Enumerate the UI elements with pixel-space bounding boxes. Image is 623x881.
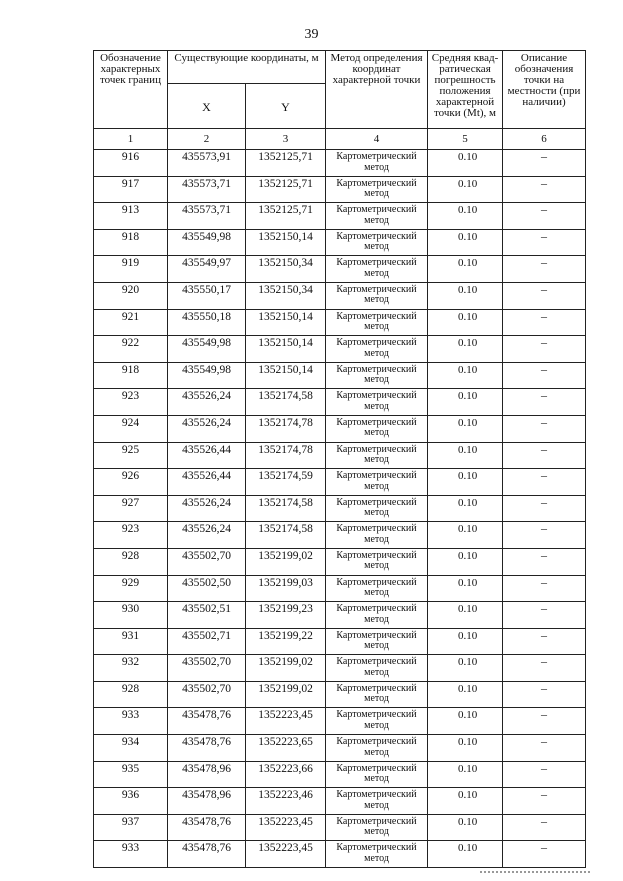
y-coordinate-cell: 1352223,45 bbox=[246, 708, 326, 735]
point-cell: 932 bbox=[94, 655, 168, 682]
accuracy-cell: 0.10 bbox=[428, 735, 503, 762]
table-row bbox=[94, 336, 586, 363]
description-cell: – bbox=[503, 575, 586, 602]
column-number: 4 bbox=[326, 129, 428, 150]
x-coordinate-cell: 435502,70 bbox=[168, 548, 246, 575]
point-cell: 930 bbox=[94, 602, 168, 629]
x-coordinate-cell: 435478,76 bbox=[168, 708, 246, 735]
description-cell: – bbox=[503, 602, 586, 629]
accuracy-cell: 0.10 bbox=[428, 602, 503, 629]
y-coordinate-cell: 1352199,23 bbox=[246, 602, 326, 629]
y-coordinate-cell: 1352125,71 bbox=[246, 176, 326, 203]
header-row bbox=[94, 51, 586, 84]
x-coordinate-cell: 435526,44 bbox=[168, 469, 246, 496]
table-row bbox=[94, 708, 586, 735]
accuracy-cell: 0.10 bbox=[428, 495, 503, 522]
column-number: 5 bbox=[428, 129, 503, 150]
point-cell: 924 bbox=[94, 415, 168, 442]
point-cell: 934 bbox=[94, 735, 168, 762]
table-row bbox=[94, 176, 586, 203]
point-cell: 920 bbox=[94, 282, 168, 309]
x-coordinate-cell: 435573,71 bbox=[168, 203, 246, 230]
y-coordinate-cell: 1352199,02 bbox=[246, 548, 326, 575]
method-cell: Картометрический метод bbox=[326, 150, 428, 177]
description-cell: – bbox=[503, 548, 586, 575]
table-row bbox=[94, 469, 586, 496]
description-cell: – bbox=[503, 176, 586, 203]
header-description: Описание обозначения точки на местности (при наличии) bbox=[503, 51, 586, 129]
description-cell: – bbox=[503, 150, 586, 177]
y-coordinate-cell: 1352223,46 bbox=[246, 788, 326, 815]
accuracy-cell: 0.10 bbox=[428, 176, 503, 203]
description-cell: – bbox=[503, 841, 586, 868]
accuracy-cell: 0.10 bbox=[428, 655, 503, 682]
table-row bbox=[94, 628, 586, 655]
method-cell: Картометрический метод bbox=[326, 389, 428, 416]
description-cell: – bbox=[503, 761, 586, 788]
point-cell: 929 bbox=[94, 575, 168, 602]
accuracy-cell: 0.10 bbox=[428, 522, 503, 549]
point-cell: 933 bbox=[94, 841, 168, 868]
y-coordinate-cell: 1352199,03 bbox=[246, 575, 326, 602]
method-cell: Картометрический метод bbox=[326, 575, 428, 602]
y-coordinate-cell: 1352174,59 bbox=[246, 469, 326, 496]
x-coordinate-cell: 435502,70 bbox=[168, 681, 246, 708]
x-coordinate-cell: 435549,98 bbox=[168, 362, 246, 389]
table-body bbox=[94, 150, 586, 868]
column-number: 2 bbox=[168, 129, 246, 150]
x-coordinate-cell: 435549,98 bbox=[168, 336, 246, 363]
accuracy-cell: 0.10 bbox=[428, 150, 503, 177]
column-number: 6 bbox=[503, 129, 586, 150]
description-cell: – bbox=[503, 442, 586, 469]
description-cell: – bbox=[503, 495, 586, 522]
table-row bbox=[94, 362, 586, 389]
description-cell: – bbox=[503, 203, 586, 230]
method-cell: Картометрический метод bbox=[326, 442, 428, 469]
method-cell: Картометрический метод bbox=[326, 282, 428, 309]
x-coordinate-cell: 435573,91 bbox=[168, 150, 246, 177]
point-cell: 918 bbox=[94, 362, 168, 389]
y-coordinate-cell: 1352174,58 bbox=[246, 495, 326, 522]
table-row bbox=[94, 415, 586, 442]
description-cell: – bbox=[503, 708, 586, 735]
method-cell: Картометрический метод bbox=[326, 495, 428, 522]
accuracy-cell: 0.10 bbox=[428, 309, 503, 336]
point-cell: 928 bbox=[94, 548, 168, 575]
x-coordinate-cell: 435502,70 bbox=[168, 655, 246, 682]
method-cell: Картометрический метод bbox=[326, 203, 428, 230]
coordinates-table bbox=[93, 50, 586, 868]
method-cell: Картометрический метод bbox=[326, 628, 428, 655]
method-cell: Картометрический метод bbox=[326, 309, 428, 336]
column-number: 3 bbox=[246, 129, 326, 150]
description-cell: – bbox=[503, 655, 586, 682]
x-coordinate-cell: 435526,44 bbox=[168, 442, 246, 469]
y-coordinate-cell: 1352125,71 bbox=[246, 150, 326, 177]
table-row bbox=[94, 309, 586, 336]
point-cell: 931 bbox=[94, 628, 168, 655]
x-coordinate-cell: 435478,76 bbox=[168, 814, 246, 841]
y-coordinate-cell: 1352199,02 bbox=[246, 681, 326, 708]
x-coordinate-cell: 435526,24 bbox=[168, 389, 246, 416]
accuracy-cell: 0.10 bbox=[428, 389, 503, 416]
table-row bbox=[94, 788, 586, 815]
method-cell: Картометрический метод bbox=[326, 681, 428, 708]
accuracy-cell: 0.10 bbox=[428, 442, 503, 469]
y-coordinate-cell: 1352174,78 bbox=[246, 415, 326, 442]
point-cell: 922 bbox=[94, 336, 168, 363]
y-coordinate-cell: 1352150,14 bbox=[246, 362, 326, 389]
description-cell: – bbox=[503, 469, 586, 496]
accuracy-cell: 0.10 bbox=[428, 788, 503, 815]
y-coordinate-cell: 1352174,58 bbox=[246, 522, 326, 549]
x-coordinate-cell: 435573,71 bbox=[168, 176, 246, 203]
point-cell: 935 bbox=[94, 761, 168, 788]
table-row bbox=[94, 761, 586, 788]
point-cell: 923 bbox=[94, 389, 168, 416]
accuracy-cell: 0.10 bbox=[428, 282, 503, 309]
y-coordinate-cell: 1352150,14 bbox=[246, 309, 326, 336]
description-cell: – bbox=[503, 814, 586, 841]
accuracy-cell: 0.10 bbox=[428, 256, 503, 283]
y-coordinate-cell: 1352150,34 bbox=[246, 256, 326, 283]
point-cell: 925 bbox=[94, 442, 168, 469]
header-coords: Существующие координаты, м bbox=[168, 51, 326, 84]
method-cell: Картометрический метод bbox=[326, 841, 428, 868]
accuracy-cell: 0.10 bbox=[428, 575, 503, 602]
header-y: Y bbox=[246, 84, 326, 129]
table-row bbox=[94, 681, 586, 708]
x-coordinate-cell: 435526,24 bbox=[168, 522, 246, 549]
y-coordinate-cell: 1352150,14 bbox=[246, 229, 326, 256]
description-cell: – bbox=[503, 415, 586, 442]
table-row bbox=[94, 282, 586, 309]
table-row bbox=[94, 655, 586, 682]
method-cell: Картометрический метод bbox=[326, 469, 428, 496]
point-cell: 928 bbox=[94, 681, 168, 708]
table-row bbox=[94, 814, 586, 841]
y-coordinate-cell: 1352125,71 bbox=[246, 203, 326, 230]
method-cell: Картометрический метод bbox=[326, 602, 428, 629]
y-coordinate-cell: 1352199,02 bbox=[246, 655, 326, 682]
description-cell: – bbox=[503, 681, 586, 708]
method-cell: Картометрический метод bbox=[326, 522, 428, 549]
accuracy-cell: 0.10 bbox=[428, 841, 503, 868]
accuracy-cell: 0.10 bbox=[428, 362, 503, 389]
method-cell: Картометрический метод bbox=[326, 256, 428, 283]
description-cell: – bbox=[503, 522, 586, 549]
x-coordinate-cell: 435502,51 bbox=[168, 602, 246, 629]
accuracy-cell: 0.10 bbox=[428, 229, 503, 256]
header-accuracy: Средняя квад-ратическая погрешность положения характерной точки (Mt), м bbox=[428, 51, 503, 129]
point-cell: 937 bbox=[94, 814, 168, 841]
point-cell: 927 bbox=[94, 495, 168, 522]
description-cell: – bbox=[503, 628, 586, 655]
accuracy-cell: 0.10 bbox=[428, 415, 503, 442]
table-row bbox=[94, 442, 586, 469]
y-coordinate-cell: 1352174,58 bbox=[246, 389, 326, 416]
method-cell: Картометрический метод bbox=[326, 735, 428, 762]
method-cell: Картометрический метод bbox=[326, 415, 428, 442]
point-cell: 933 bbox=[94, 708, 168, 735]
point-cell: 919 bbox=[94, 256, 168, 283]
table-row bbox=[94, 522, 586, 549]
x-coordinate-cell: 435478,76 bbox=[168, 841, 246, 868]
point-cell: 921 bbox=[94, 309, 168, 336]
method-cell: Картометрический метод bbox=[326, 788, 428, 815]
accuracy-cell: 0.10 bbox=[428, 548, 503, 575]
description-cell: – bbox=[503, 788, 586, 815]
x-coordinate-cell: 435550,17 bbox=[168, 282, 246, 309]
table-row bbox=[94, 841, 586, 868]
accuracy-cell: 0.10 bbox=[428, 203, 503, 230]
accuracy-cell: 0.10 bbox=[428, 681, 503, 708]
table-row bbox=[94, 495, 586, 522]
method-cell: Картометрический метод bbox=[326, 548, 428, 575]
point-cell: 916 bbox=[94, 150, 168, 177]
y-coordinate-cell: 1352223,66 bbox=[246, 761, 326, 788]
table-row bbox=[94, 575, 586, 602]
description-cell: – bbox=[503, 735, 586, 762]
y-coordinate-cell: 1352223,65 bbox=[246, 735, 326, 762]
table-row bbox=[94, 150, 586, 177]
description-cell: – bbox=[503, 282, 586, 309]
method-cell: Картометрический метод bbox=[326, 761, 428, 788]
description-cell: – bbox=[503, 389, 586, 416]
y-coordinate-cell: 1352150,34 bbox=[246, 282, 326, 309]
x-coordinate-cell: 435550,18 bbox=[168, 309, 246, 336]
column-number-row bbox=[94, 129, 586, 150]
point-cell: 936 bbox=[94, 788, 168, 815]
description-cell: – bbox=[503, 256, 586, 283]
accuracy-cell: 0.10 bbox=[428, 814, 503, 841]
accuracy-cell: 0.10 bbox=[428, 761, 503, 788]
header-x: X bbox=[168, 84, 246, 129]
method-cell: Картометрический метод bbox=[326, 176, 428, 203]
table-row bbox=[94, 548, 586, 575]
y-coordinate-cell: 1352150,14 bbox=[246, 336, 326, 363]
accuracy-cell: 0.10 bbox=[428, 628, 503, 655]
description-cell: – bbox=[503, 336, 586, 363]
method-cell: Картометрический метод bbox=[326, 814, 428, 841]
description-cell: – bbox=[503, 309, 586, 336]
x-coordinate-cell: 435502,50 bbox=[168, 575, 246, 602]
point-cell: 923 bbox=[94, 522, 168, 549]
table-row bbox=[94, 203, 586, 230]
description-cell: – bbox=[503, 229, 586, 256]
x-coordinate-cell: 435478,76 bbox=[168, 735, 246, 762]
column-number: 1 bbox=[94, 129, 168, 150]
method-cell: Картометрический метод bbox=[326, 336, 428, 363]
y-coordinate-cell: 1352223,45 bbox=[246, 841, 326, 868]
table-row bbox=[94, 602, 586, 629]
method-cell: Картометрический метод bbox=[326, 362, 428, 389]
x-coordinate-cell: 435549,98 bbox=[168, 229, 246, 256]
accuracy-cell: 0.10 bbox=[428, 708, 503, 735]
table-row bbox=[94, 229, 586, 256]
table-row bbox=[94, 389, 586, 416]
method-cell: Картометрический метод bbox=[326, 708, 428, 735]
scan-artifact bbox=[480, 868, 590, 873]
x-coordinate-cell: 435526,24 bbox=[168, 415, 246, 442]
point-cell: 918 bbox=[94, 229, 168, 256]
point-cell: 913 bbox=[94, 203, 168, 230]
method-cell: Картометрический метод bbox=[326, 655, 428, 682]
table-row bbox=[94, 735, 586, 762]
y-coordinate-cell: 1352199,22 bbox=[246, 628, 326, 655]
page-number: 39 bbox=[304, 27, 319, 42]
x-coordinate-cell: 435502,71 bbox=[168, 628, 246, 655]
x-coordinate-cell: 435526,24 bbox=[168, 495, 246, 522]
y-coordinate-cell: 1352174,78 bbox=[246, 442, 326, 469]
header-method: Метод определения координат характерной точки bbox=[326, 51, 428, 129]
point-cell: 926 bbox=[94, 469, 168, 496]
accuracy-cell: 0.10 bbox=[428, 336, 503, 363]
x-coordinate-cell: 435478,96 bbox=[168, 788, 246, 815]
table-row bbox=[94, 256, 586, 283]
x-coordinate-cell: 435478,96 bbox=[168, 761, 246, 788]
point-cell: 917 bbox=[94, 176, 168, 203]
y-coordinate-cell: 1352223,45 bbox=[246, 814, 326, 841]
method-cell: Картометрический метод bbox=[326, 229, 428, 256]
accuracy-cell: 0.10 bbox=[428, 469, 503, 496]
x-coordinate-cell: 435549,97 bbox=[168, 256, 246, 283]
description-cell: – bbox=[503, 362, 586, 389]
header-point: Обозначение характерных точек границ bbox=[94, 51, 168, 129]
